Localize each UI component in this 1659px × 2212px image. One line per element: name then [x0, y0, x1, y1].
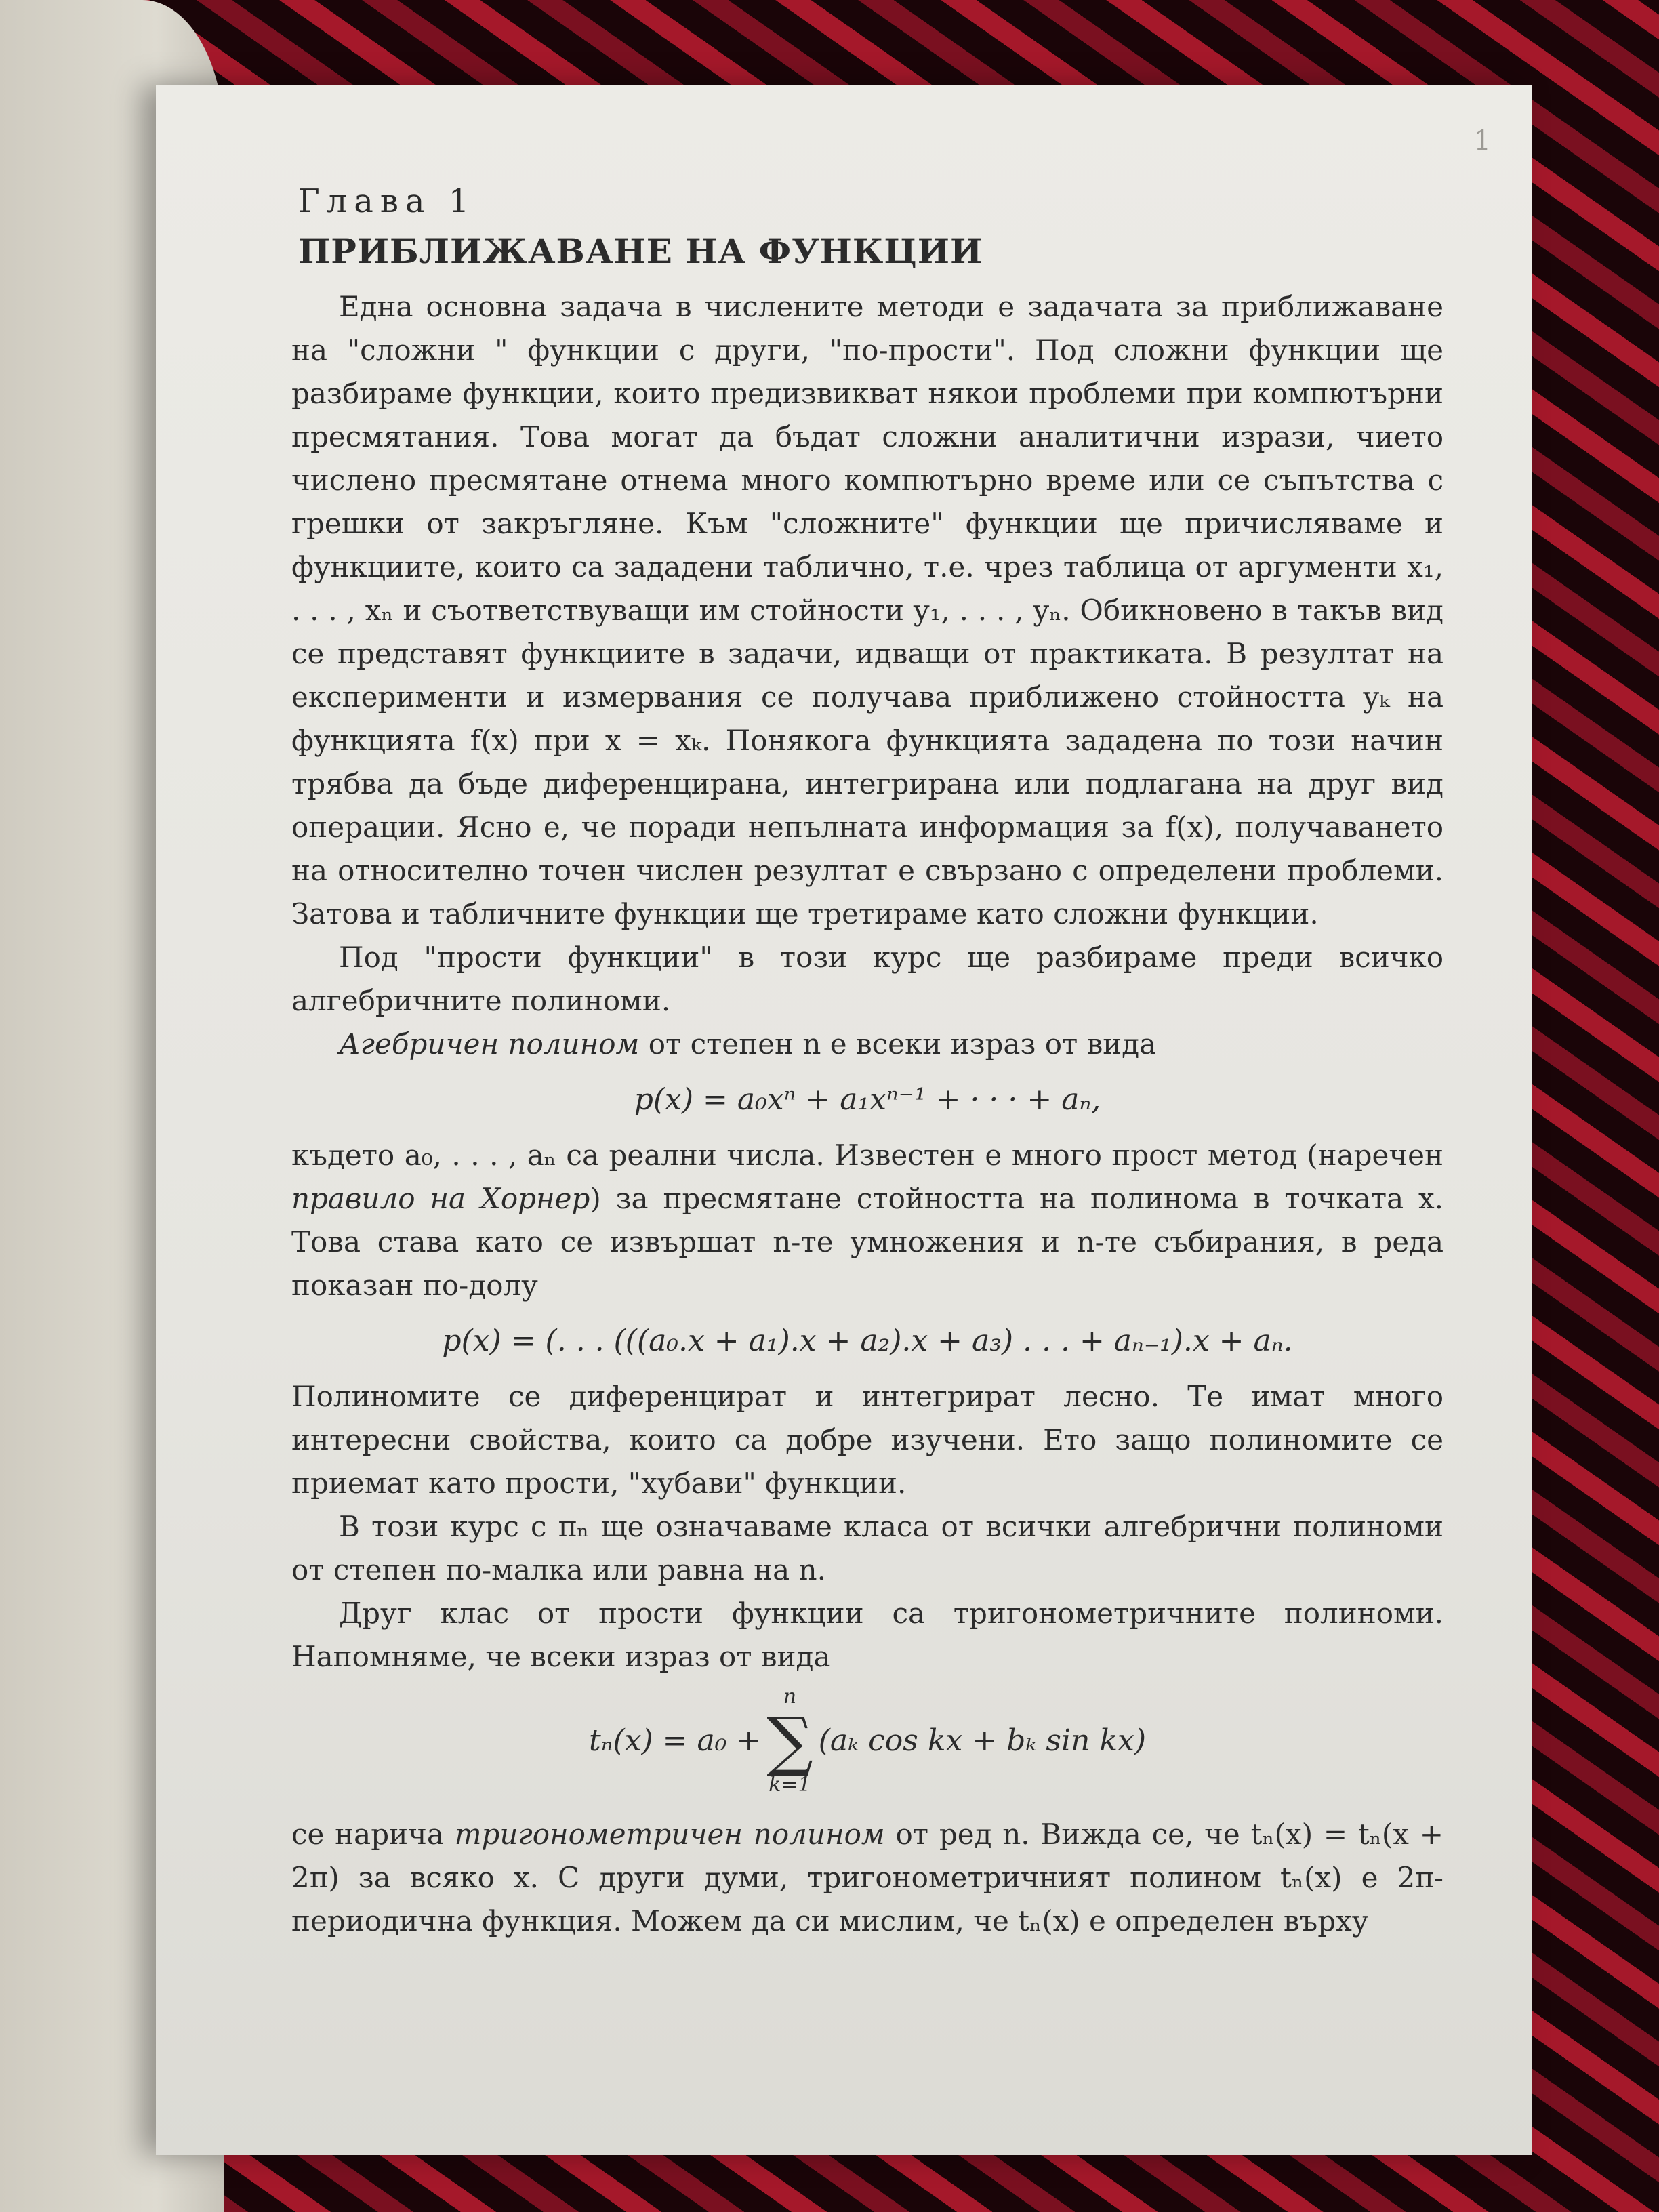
- paragraph-intro: Една основна задача в числените методи е задачата за приближаване на "сложни " функции с други, "по-прости". Под сложни функции ще разбираме функции, които предизвикват някои проблеми при компютърни пресмятания. Това могат да бъдат сложни аналитични изрази, чието числено пресмятане отнема много компютърно време или се съпътства с грешки от закръгляне. Към "сложните" функции ще причисляваме и функциите, които са зададени таблично, т.е. чрез таблица от аргументи x₁, . . . , xₙ и съответствуващи им стойности y₁, . . . , yₙ. Обикновено в такъв вид се представят функциите в задачи, идващи от практиката. В резултат на експерименти и измервания се получава приближено стойността yₖ на функцията f(x) при x = xₖ. Понякога функцията зададена по този начин трябва да бъде диференцирана, интегрирана или подлагана на друг вид операции. Ясно е, че поради непълната информация за f(x), получаването на относително точен числен резултат е свързано с определени проблеми. Затова и табличните функции ще третираме като сложни функции.: [291, 290, 1443, 930]
- paragraph-polynomial-properties: Полиномите се диференцират и интегрират лесно. Те имат много интересни свойства, които са добре изучени. Ето защо полиномите се приемат като прости, "хубави" функции.: [291, 1380, 1443, 1500]
- chapter-title: ПРИБЛИЖАВАНЕ НА ФУНКЦИИ: [298, 231, 983, 271]
- page-content: [291, 180, 1443, 1943]
- summation-lower-limit: k=1: [769, 1773, 811, 1797]
- book-page: [156, 85, 1532, 2155]
- paragraph-trig-intro: Друг клас от прости функции са тригонометричните полиноми. Напомняме, че всеки израз от вида: [291, 1597, 1443, 1673]
- term-algebraic-polynomial: Агебричен полином: [339, 1027, 640, 1061]
- paragraph-simple-functions: Под "прости функции" в този курс ще разбираме преди всичко алгебричните полиноми.: [291, 941, 1443, 1017]
- horner-text-b: ) за пресмятане стойността на полинома в точката x. Това става като се извършат n-те умножения и n-те събирания, в реда показан по-долу: [291, 1182, 1444, 1302]
- formula-trig-right: (aₖ cos kx + bₖ sin kx): [818, 1723, 1147, 1758]
- term-horner-rule: правило на Хорнер: [291, 1182, 590, 1215]
- paragraph-trig-definition: [291, 1813, 1443, 1943]
- formula-horner: p(x) = (. . . (((a₀.x + a₁).x + a₂).x + a₃) . . . + aₙ₋₁).x + aₙ.: [442, 1324, 1293, 1358]
- formula-trig-polynomial: [291, 1685, 1443, 1797]
- summation: [766, 1685, 813, 1797]
- trig-text-b: от ред n. Вижда се, че tₙ(x) = tₙ(x + 2π) за всяко x. С други думи, тригонометричният полином tₙ(x) е 2π-периодична функция. Можем да си мислим, че tₙ(x) е определен върху: [291, 1818, 1443, 1938]
- paragraph-horner: [291, 1134, 1443, 1307]
- page-number: 1: [1473, 125, 1491, 157]
- paragraph-pi-n: В този курс с πₙ ще означаваме класа от всички алгебрични полиноми от степен по-малка или равна на n.: [291, 1510, 1443, 1586]
- paragraph-definition: [291, 1023, 1443, 1066]
- sigma-icon: ∑: [766, 1703, 813, 1779]
- summation-upper-limit: n: [783, 1685, 797, 1708]
- formula-polynomial: p(x) = a₀xⁿ + a₁xⁿ⁻¹ + · · · + aₙ,: [634, 1082, 1101, 1117]
- term-trig-polynomial: тригонометричен полином: [454, 1818, 885, 1851]
- formula-trig-left: tₙ(x) = a₀ +: [588, 1723, 762, 1758]
- chapter-label: Глава 1: [298, 182, 476, 220]
- horner-text-a: където a₀, . . . , aₙ са реални числа. Известен е много прост метод (наречен: [291, 1139, 1443, 1172]
- trig-text-a: се нарича: [291, 1818, 455, 1851]
- definition-text: от степен n е всеки израз от вида: [639, 1027, 1157, 1061]
